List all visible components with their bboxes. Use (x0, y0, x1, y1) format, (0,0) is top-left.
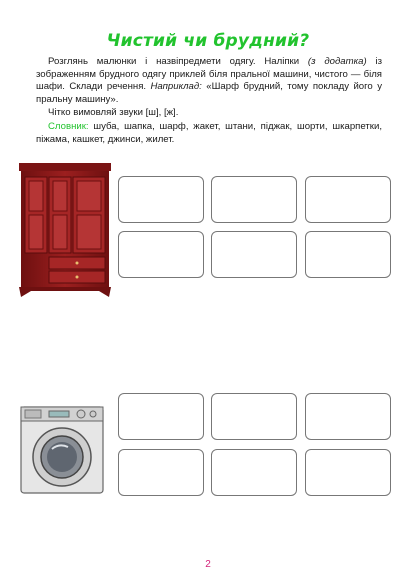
vocabulary-paragraph (36, 121, 382, 146)
sticker-slot[interactable] (118, 176, 204, 223)
sticker-slot[interactable] (305, 176, 391, 223)
washing-machine-icon (19, 405, 105, 495)
sticker-slot[interactable] (305, 449, 391, 496)
vocabulary-label: Словник: (48, 120, 89, 132)
sticker-slot[interactable] (118, 449, 204, 496)
sticker-slot[interactable] (211, 231, 297, 278)
sticker-slot[interactable] (211, 393, 297, 440)
sticker-slot[interactable] (118, 231, 204, 278)
sticker-slot[interactable] (305, 393, 391, 440)
page-number: 2 (205, 559, 211, 570)
task-text (36, 56, 382, 146)
sticker-slot[interactable] (305, 231, 391, 278)
sticker-slot[interactable] (118, 393, 204, 440)
sticker-slot[interactable] (211, 176, 297, 223)
vocabulary-words: шуба, шапка, шарф, жакет, штани, піджак, шорти, шкарпетки, піжама, кашкет, джинси, жилет. (36, 120, 382, 145)
page-title: Чистий чи брудний? (106, 31, 310, 51)
sounds-paragraph: Чітко вимовляй звуки [ш], [ж]. (48, 107, 179, 119)
sticker-slot[interactable] (211, 449, 297, 496)
wardrobe-icon (19, 163, 111, 299)
instruction-paragraph: Розглянь малюнки і назвіпредмети одягу. Наліпки (з додатка) із зображенням брудного одягу приклей біля пральної машини, чистого — біля шафи. Склади речення. Наприклад: «Шарф брудний, тому покладу його у пральну машину». (36, 56, 382, 105)
